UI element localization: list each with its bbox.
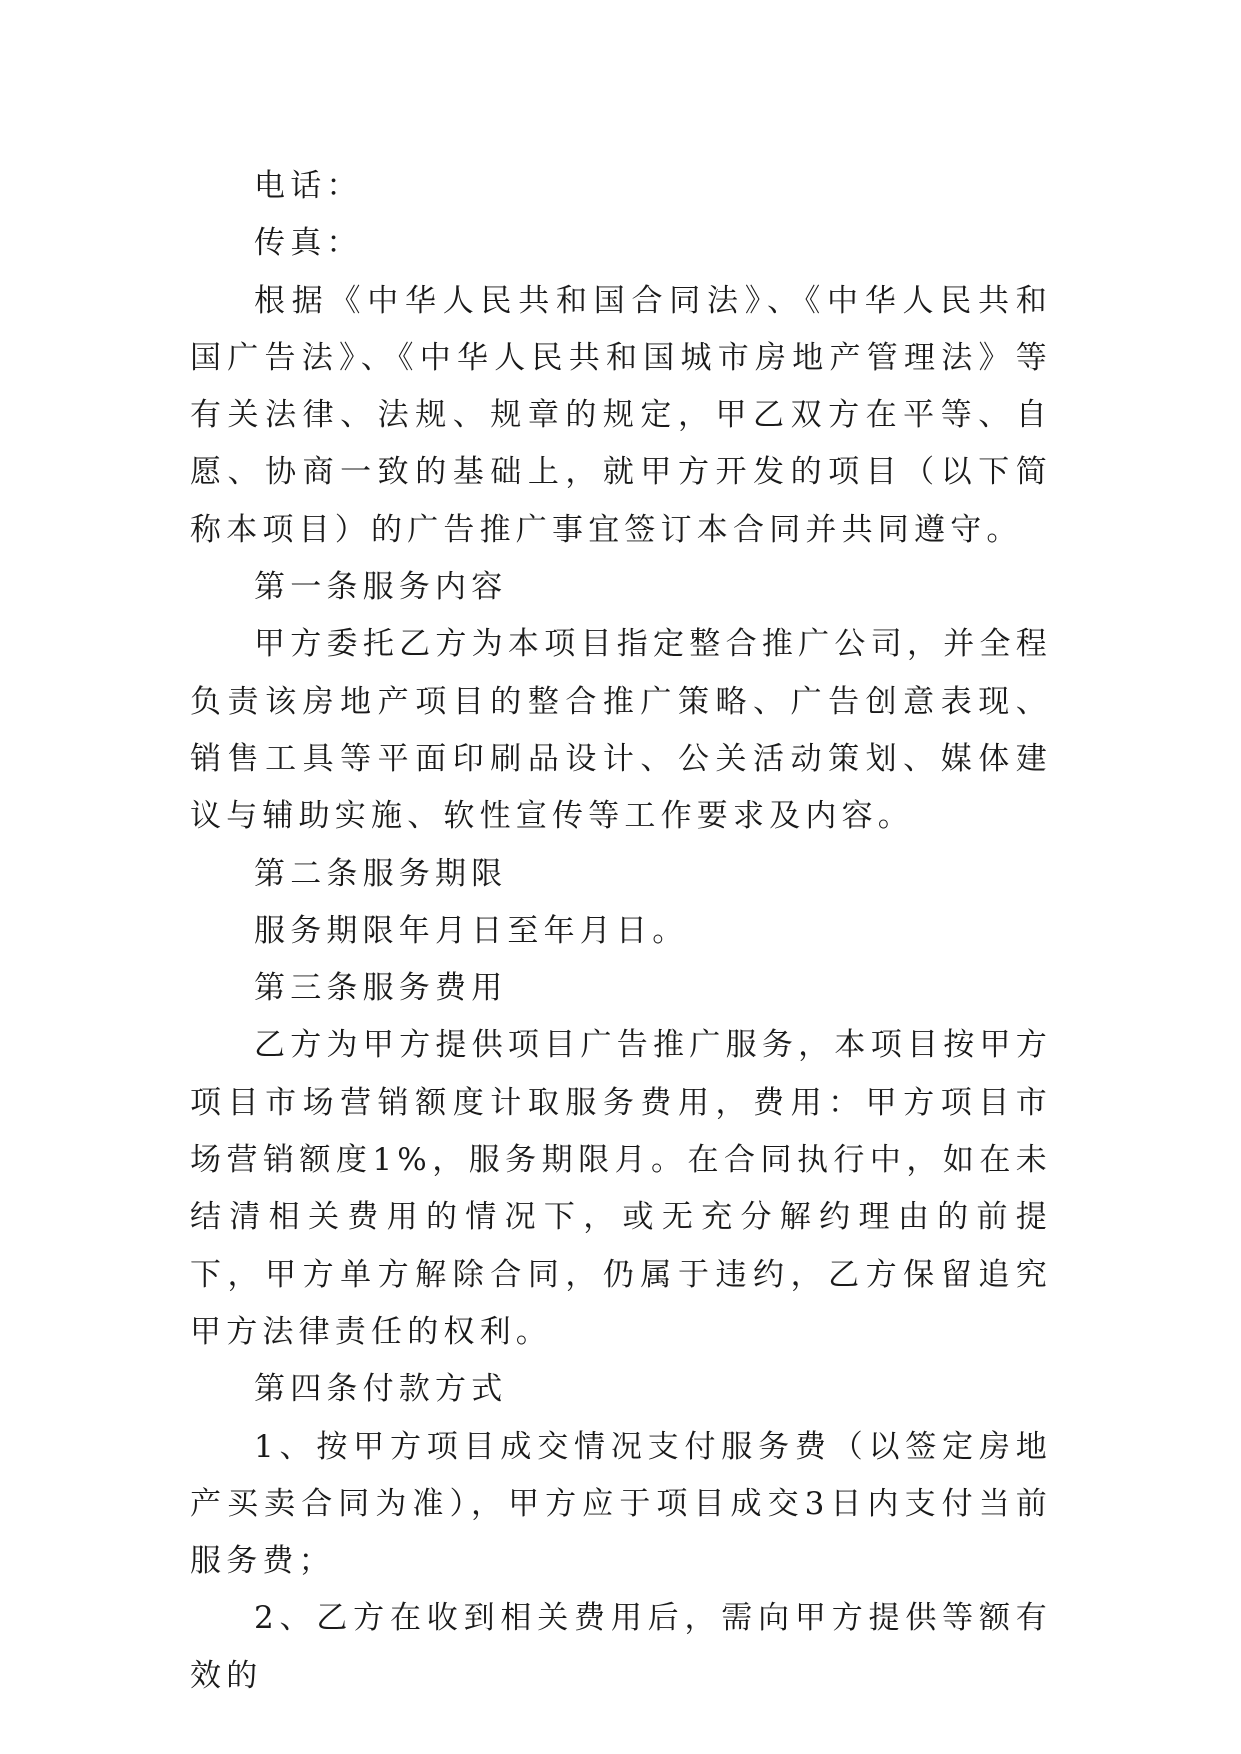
article-4-item-1: 1、按甲方项目成交情况支付服务费（以签定房地产买卖合同为准），甲方应于项目成交3日内支付当前服务费； (190, 1428, 1052, 1580)
article-4-item-2: 2、乙方在收到相关费用后，需向甲方提供等额有效的 (190, 1600, 1052, 1694)
article-2-heading: 第二条服务期限 (254, 855, 508, 892)
fax-line: 传真： (254, 225, 363, 262)
article-3-body: 乙方为甲方提供项目广告推广服务，本项目按甲方项目市场营销额度计取服务费用，费用：甲方项目市场营销额度1%，服务期限月。在合同执行中，如在未结清相关费用的情况下，或无充分解约理由的前提下，甲方单方解除合同，仍属于违约，乙方保留追究甲方法律责任的权利。 (190, 1027, 1052, 1350)
article-2-body: 服务期限年月日至年月日。 (254, 912, 689, 949)
article-4-heading: 第四条付款方式 (254, 1371, 508, 1408)
document-body (190, 158, 1052, 1705)
article-1-body: 甲方委托乙方为本项目指定整合推广公司，并全程负责该房地产项目的整合推广策略、广告创意表现、销售工具等平面印刷品设计、公关活动策划、媒体建议与辅助实施、软性宣传等工作要求及内容。 (190, 626, 1052, 835)
article-3-heading: 第三条服务费用 (254, 970, 508, 1007)
preamble-paragraph: 根据《中华人民共和国合同法》、《中华人民共和国广告法》、《中华人民共和国城市房地产管理法》等有关法律、法规、规章的规定，甲乙双方在平等、自愿、协商一致的基础上，就甲方开发的项目（以下简称本项目）的广告推广事宜签订本合同并共同遵守。 (190, 282, 1052, 548)
phone-line: 电话： (254, 168, 363, 204)
article-1-heading: 第一条服务内容 (254, 569, 508, 606)
